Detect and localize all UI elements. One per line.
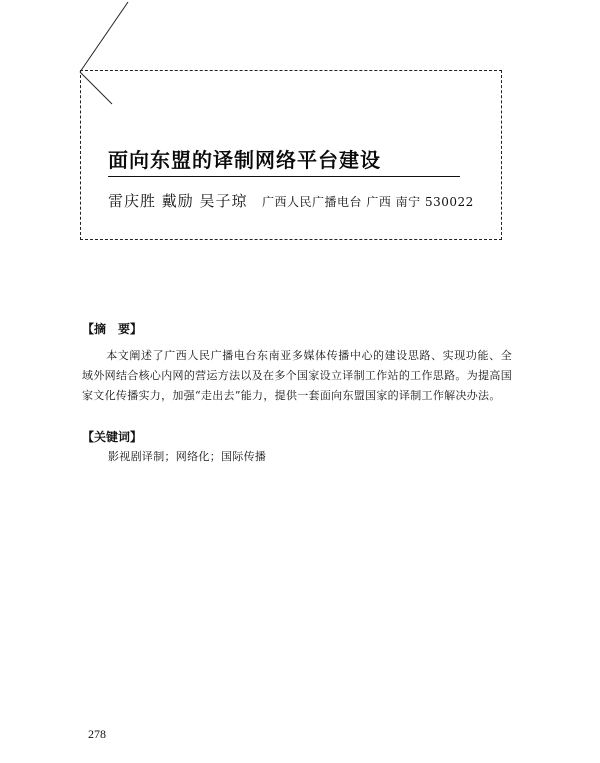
author-affiliation: 广西人民广播电台 广西 南宁 530022 [262, 195, 474, 209]
title-rule [108, 176, 460, 177]
author-names: 雷庆胜 戴励 吴子琼 [108, 192, 248, 210]
abstract-text: 本文阐述了广西人民广播电台东南亚多媒体传播中心的建设思路、实现功能、全域外网结合核心内网的营运方法以及在多个国家设立译制工作站的工作思路。为提高国家文化传播实力，加强“走出去”能力，提供一套面向东盟国家的译制工作解决办法。 [82, 349, 512, 402]
keywords-text: 影视剧译制；网络化；国际传播 [108, 450, 267, 463]
page-number: 278 [88, 727, 106, 741]
keywords-label: 【关键词】 [82, 430, 143, 444]
abstract-label: 【摘 要】 [82, 322, 143, 336]
author-line [108, 190, 474, 211]
article-title: 面向东盟的译制网络平台建设 [108, 148, 381, 172]
